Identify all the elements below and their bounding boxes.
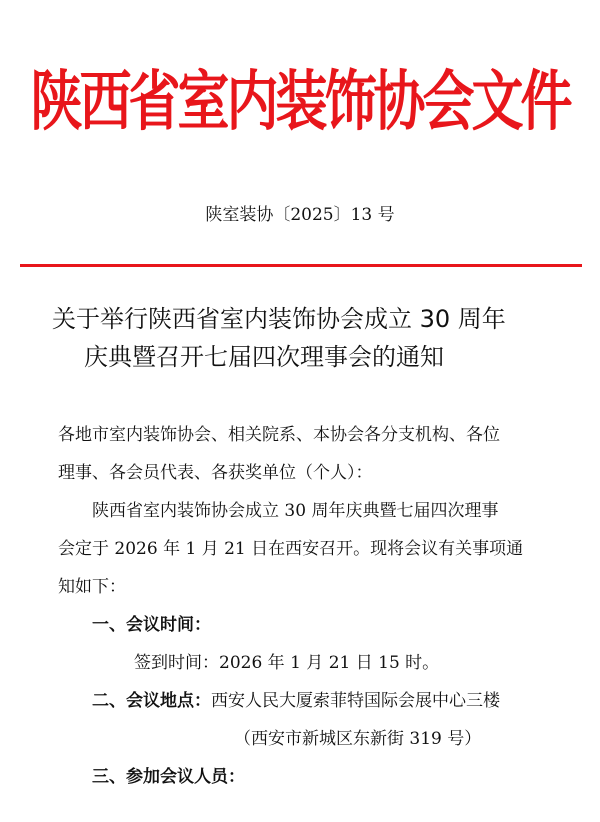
document-body [58,416,578,796]
section-1-checkin-time: 签到时间：2026 年 1 月 21 日 15 时。 [134,653,440,673]
section-1-heading: 一、会议时间： [92,615,211,635]
document-number: 陕室装协〔2025〕13 号 [205,205,395,225]
notice-title-line-1: 关于举行陕西省室内装饰协会成立 30 周年 [52,305,506,333]
salutation-line-2: 理事、各会员代表、各获奖单位（个人）： [58,463,373,483]
intro-line-2: 会定于 2026 年 1 月 21 日在西安召开。现将会议有关事项通 [58,539,524,559]
section-2-venue: 西安人民大厦索菲特国际会展中心三楼 [211,691,500,711]
section-2-heading: 二、会议地点： [92,691,211,711]
notice-title-line-2: 庆典暨召开七届四次理事会的通知 [84,343,444,371]
notice-title [52,300,572,376]
section-3-heading: 三、参加会议人员： [92,767,245,787]
section-2-address: （西安市新城区东新街 319 号） [234,729,482,749]
intro-line-3: 知如下： [58,577,126,597]
org-document-header: 陕西省室内装饰协会文件 [30,64,570,140]
section-2-row [58,682,578,720]
red-divider-line [20,264,582,267]
salutation-line-1: 各地市室内装饰协会、相关院系、本协会各分支机构、各位 [58,425,500,445]
intro-line-1: 陕西省室内装饰协会成立 30 周年庆典暨七届四次理事 [92,501,499,521]
